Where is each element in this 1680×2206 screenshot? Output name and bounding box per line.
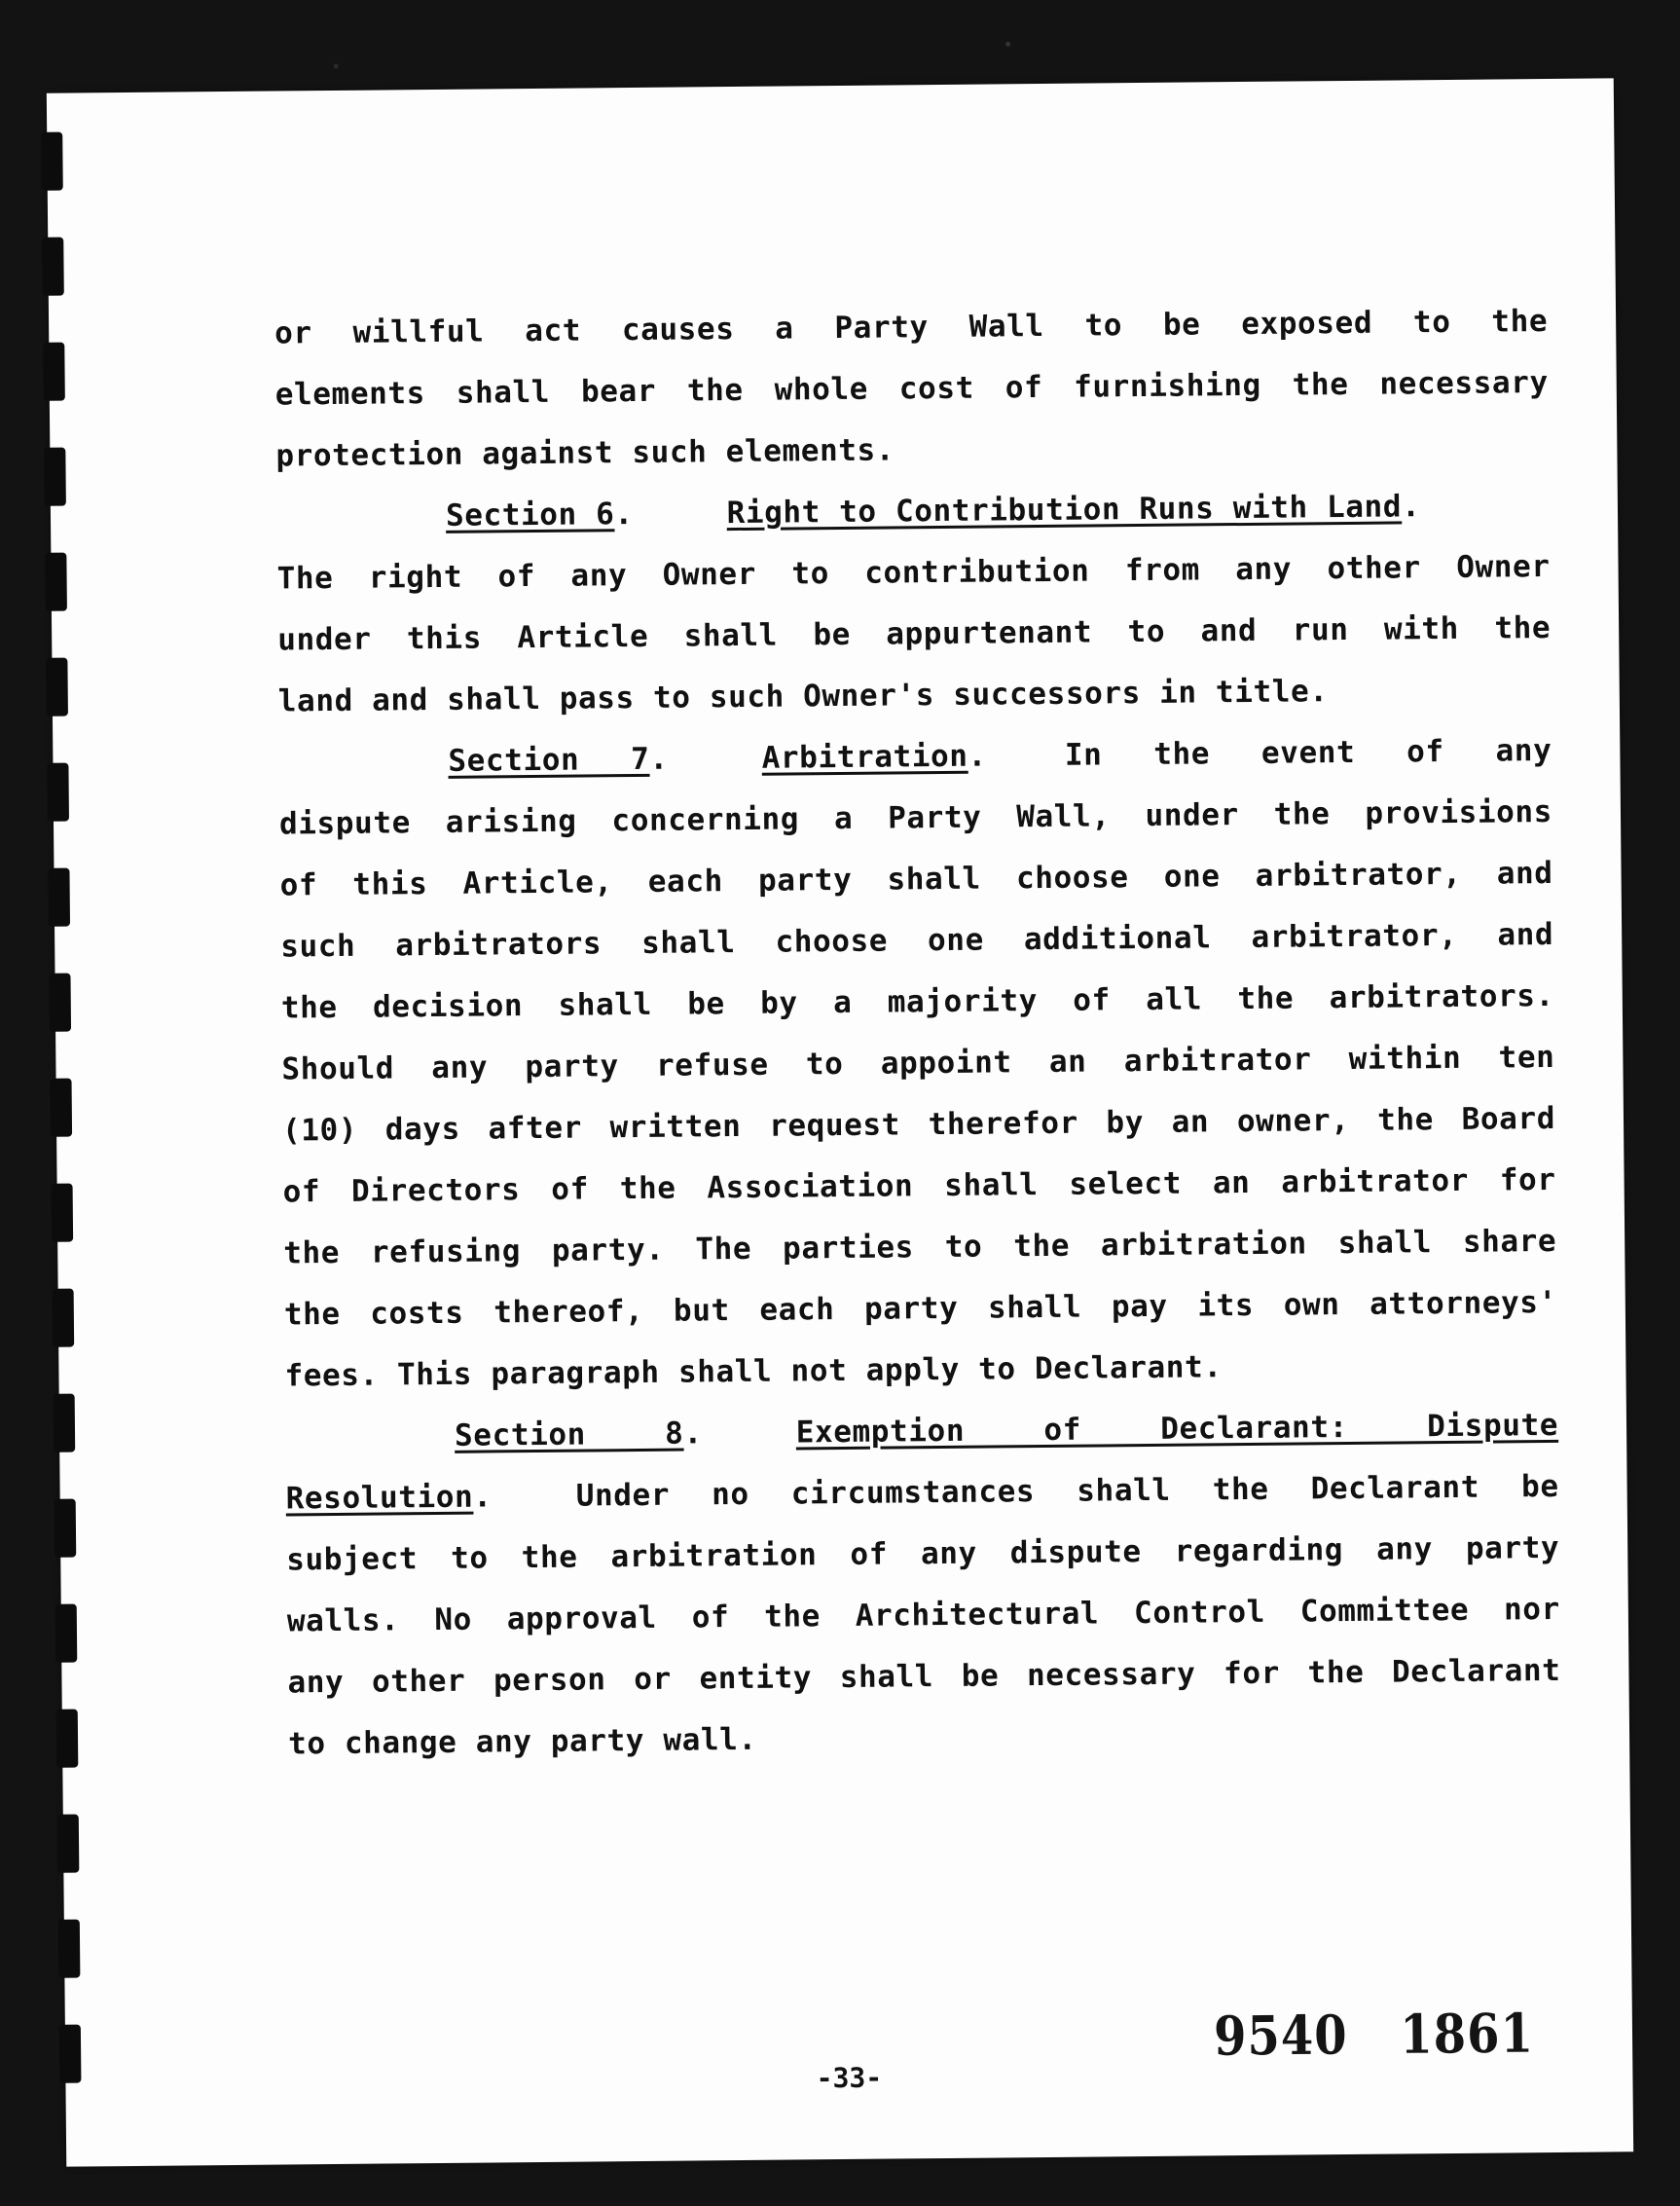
section-6-heading-line: Section 6. Right to Contribution Runs with Land.	[445, 489, 1421, 533]
binding-hole	[42, 238, 64, 296]
document-page	[47, 78, 1633, 2166]
text-line: protection against such elements.	[275, 432, 895, 474]
text-line: walls. No approval of the Architectural Control Committee nor	[286, 1591, 1561, 1639]
section-7-heading-line: Section 7. Arbitration. In the event of any	[448, 732, 1552, 779]
stamp-volume: 9540	[1213, 2004, 1348, 2069]
binding-hole	[55, 1499, 77, 1558]
binding-hole	[56, 1710, 79, 1768]
binding-hole	[48, 868, 70, 927]
binding-hole	[43, 343, 65, 401]
binding-hole	[58, 1920, 81, 1978]
section-8-label: Section 8	[454, 1416, 684, 1453]
binding-hole	[41, 132, 63, 191]
text-line: fees. This paragraph shall not apply to Declarant.	[284, 1349, 1223, 1394]
binding-hole	[46, 658, 68, 717]
binding-hole	[45, 553, 67, 611]
text-line: (10) days after written request therefor by an owner, the Board	[281, 1100, 1556, 1149]
text-line: such arbitrators shall choose one additional arbitrator, and	[280, 916, 1554, 965]
section-6-heading: Right to Contribution Runs with Land	[726, 489, 1403, 532]
text-line: under this Article shall be appurtenant to and run with the	[277, 609, 1552, 658]
binding-hole	[54, 1394, 76, 1452]
stamp-page: 1861	[1400, 2003, 1535, 2067]
text-line: or willful act causes a Party Wall to be exposed to the	[274, 303, 1549, 351]
text-line: the refusing party. The parties to the arbitration shall share	[283, 1223, 1557, 1271]
page-number: -33-	[816, 2061, 883, 2095]
section-8-heading-line-2: Resolution. Under no circumstances shall the Declarant be	[285, 1468, 1559, 1517]
section-6-label: Section 6	[445, 496, 615, 533]
section-8-heading-cont: Resolution	[285, 1479, 474, 1517]
text-line: to change any party wall.	[287, 1721, 757, 1762]
binding-hole	[47, 763, 69, 822]
text-line: Should any party refuse to appoint an arbitrator within ten	[281, 1039, 1555, 1087]
section-8-second-line-text: Under no circumstances shall the Declarant be	[575, 1468, 1559, 1514]
section-8-heading-line: Section 8. Exemption of Declarant: Dispute	[454, 1407, 1559, 1453]
text-line: any other person or entity shall be necessary for the Declarant	[287, 1652, 1561, 1701]
text-line: subject to the arbitration of any dispute regarding any party	[286, 1529, 1560, 1578]
text-line: of Directors of the Association shall select an arbitrator for	[282, 1161, 1556, 1210]
binding-hole	[52, 1184, 74, 1242]
binding-hole	[55, 1604, 78, 1663]
text-line: dispute arising concerning a Party Wall, under the provisions	[278, 793, 1553, 842]
document-body	[274, 291, 1561, 1775]
text-line: elements shall bear the whole cost of furnishing the necessary	[274, 364, 1549, 413]
section-7-first-line-text: In the event of any	[1064, 732, 1552, 773]
text-line: the decision shall be by a majority of all the arbitrators.	[280, 977, 1554, 1026]
section-7-label: Section 7	[448, 741, 650, 779]
text-line: the costs thereof, but each party shall pay its own attorneys'	[283, 1284, 1557, 1333]
binding-hole	[57, 1815, 80, 1873]
text-line: of this Article, each party shall choose one arbitrator, and	[279, 855, 1553, 903]
section-8-heading: Exemption of Declarant: Dispute	[795, 1407, 1559, 1451]
binding-hole	[44, 448, 66, 506]
section-7-heading: Arbitration	[761, 738, 968, 776]
text-line: The right of any Owner to contribution from any other Owner	[276, 548, 1551, 597]
binding-hole	[53, 1289, 75, 1347]
binding-hole	[51, 1079, 73, 1137]
binding-hole	[49, 974, 71, 1032]
text-line: land and shall pass to such Owner's successors in title.	[277, 674, 1329, 719]
